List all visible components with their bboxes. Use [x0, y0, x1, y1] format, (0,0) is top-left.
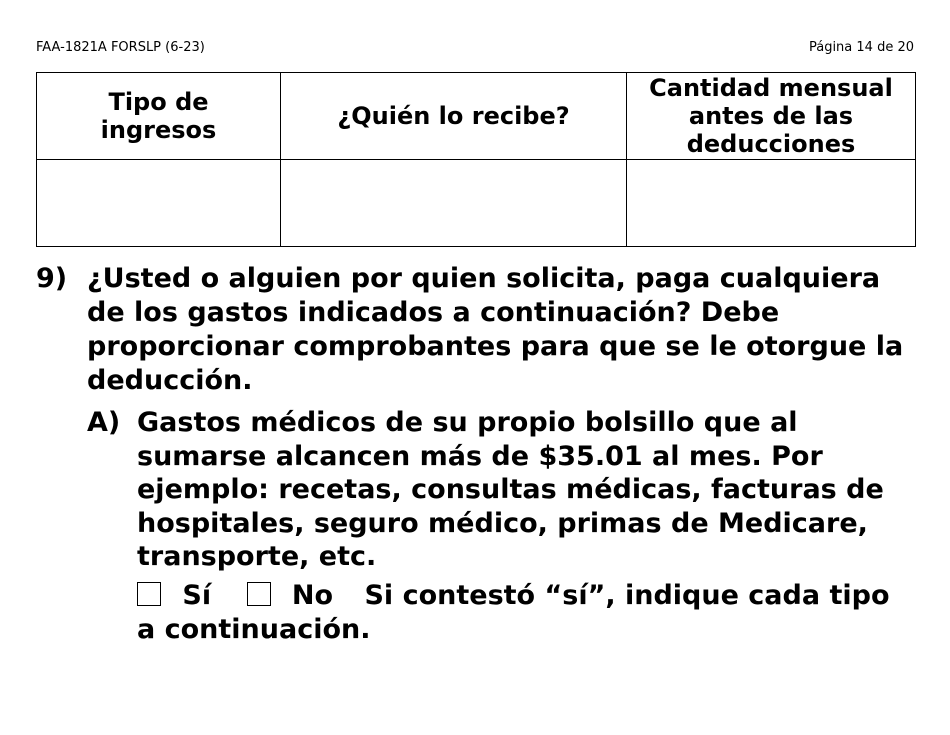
page-number: Página 14 de 20	[808, 40, 914, 55]
income-table-row	[37, 160, 916, 247]
recipient-cell[interactable]	[281, 160, 627, 247]
question-9-text: ¿Usted o alguien por quien solicita, paga cualquiera de los gastos indicados a continuación? Debe proporcionar comprobantes para que se le otorgue la deducción.	[87, 263, 904, 396]
question-9a	[87, 406, 917, 574]
yes-checkbox[interactable]	[137, 582, 161, 606]
no-checkbox[interactable]	[247, 582, 271, 606]
column-header-monthly-amount: Cantidad mensual antes de las deducciones	[627, 73, 916, 160]
column-header-recipient: ¿Quién lo recibe?	[281, 73, 627, 160]
question-9a-answer	[137, 579, 917, 646]
question-9	[36, 262, 916, 398]
form-id: FAA-1821A FORSLP (6-23)	[36, 40, 205, 55]
question-9a-label: A)	[87, 407, 121, 438]
yes-instruction: Si contestó “sí”, indique cada tipo a continuación.	[137, 580, 890, 645]
income-table-header-row	[37, 73, 916, 160]
income-table	[36, 72, 916, 247]
yes-label: Sí	[182, 580, 212, 611]
column-header-income-type: Tipo de ingresos	[37, 73, 281, 160]
question-9a-text: Gastos médicos de su propio bolsillo que al sumarse alcancen más de $35.01 al mes. Por ejemplo: recetas, consultas médicas, facturas de hospitales, seguro médico, primas de Medicare, transporte, etc.	[137, 407, 884, 572]
monthly-amount-cell[interactable]	[627, 160, 916, 247]
income-type-cell[interactable]	[37, 160, 281, 247]
no-label: No	[291, 580, 334, 611]
question-9-number: 9)	[36, 263, 68, 294]
